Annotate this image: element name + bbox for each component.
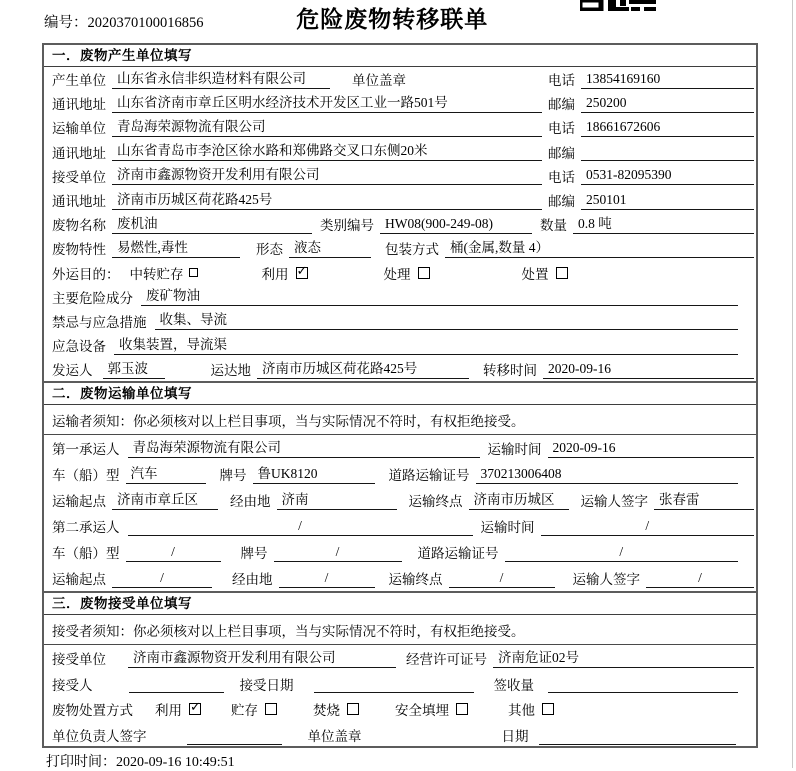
checkbox-label: 处置 [521,266,549,282]
field-label: 电话 [548,169,575,185]
field-value: 郭玉波 [103,360,165,379]
field-value: 济南市鑫源物资开发利用有限公司 [128,649,396,668]
field-label: 邮编 [548,194,575,210]
field-label: 产生单位 [52,73,106,89]
field-value: 鲁UK8120 [253,465,375,484]
section-transporter-rows [44,405,756,591]
field-label: 禁忌与应急措施 [52,314,147,330]
field-value [187,726,282,745]
checkbox-unchecked-icon [542,703,554,715]
field-label: 运输单位 [52,121,106,137]
qr-code-fragment-icon [580,0,656,11]
print-time-value: 2020-09-16 10:49:51 [116,755,235,770]
notice-row [44,405,756,435]
form-row [44,164,756,188]
field-value: 济南市历城区 [469,491,569,510]
field-value: 山东省济南市章丘区明水经济技术开发区工业一路501号 [112,94,542,113]
field-value: / [128,517,473,536]
print-time-label: 打印时间： [46,755,116,770]
field-value: 250200 [581,94,754,113]
form-row [44,697,756,723]
form-row [44,333,756,357]
field-label: 经由地 [230,494,271,510]
form-row [44,236,756,260]
form-row [44,285,756,309]
field-label: 废物处置方式 [52,703,133,719]
field-label: 经由地 [232,572,273,588]
field-label: 第二承运人 [52,520,120,536]
serial-value: 2020370100016856 [87,15,204,31]
field-value [129,674,224,693]
checkbox-unchecked-icon [556,267,568,279]
spacer [406,79,548,80]
field-label: 通讯地址 [52,97,106,113]
field-label: 运输起点 [52,494,106,510]
field-value: 济南危证02号 [493,649,754,668]
field-value: 2020-09-16 [548,439,755,458]
checkbox-checked-icon [189,703,201,715]
field-value: / [505,543,739,562]
field-value: 济南市鑫源物资开发利用有限公司 [112,166,542,185]
field-label: 主要危险成分 [52,290,133,306]
form-row [44,671,756,697]
field-label: 电话 [548,73,575,89]
field-label: 道路运输证号 [417,546,499,562]
form-row [44,115,756,139]
spacer [362,735,502,736]
field-label: 签收量 [493,677,534,693]
field-value: 收集装置，导流渠 [114,336,738,355]
field-value [539,726,737,745]
field-value: 收集、导流 [155,311,739,330]
field-label: 日期 [501,729,529,745]
field-value: 废矿物油 [141,287,738,306]
form-row [44,261,756,285]
form-row [44,539,756,565]
checkbox-option [395,699,468,719]
field-label: 单位负责人签字 [52,729,147,745]
checkbox-option [522,263,568,283]
page-title: 危险废物转移联单 [296,6,489,32]
checkbox-option [508,699,554,719]
section-header-transporter: 二．废物运输单位填写 [44,383,756,405]
checkbox-unchecked-icon [456,703,468,715]
field-value: 桶(金属,数量 4） [445,239,754,258]
section-header-producer: 一．废物产生单位填写 [44,45,756,67]
field-label: 单位盖章 [307,729,362,745]
field-label: 运输者须知：你必须核对以上栏目事项，当与实际情况不符时，有权拒绝接受。 [52,413,525,429]
field-value: 18661672606 [581,118,754,137]
field-label: 道路运输证号 [388,468,470,484]
checkbox-option [313,699,359,719]
form-row [44,487,756,513]
field-label: 邮编 [548,97,575,113]
field-label: 经营许可证号 [406,652,487,668]
field-value: 青岛海荣源物流有限公司 [112,118,542,137]
field-label: 应急设备 [52,339,106,355]
field-label: 电话 [548,121,575,137]
checkbox-option [384,263,430,283]
field-value: 青岛海荣源物流有限公司 [128,439,480,458]
field-value: / [541,517,755,536]
print-time-line [46,751,235,771]
checkbox-unchecked-icon [418,267,430,279]
field-label: 发运人 [52,363,93,379]
field-value: / [112,569,212,588]
checkbox-unchecked-icon [347,703,359,715]
field-value: / [126,543,221,562]
field-label: 转移时间 [483,363,537,379]
field-value: 13854169160 [581,70,754,89]
field-value: 济南 [277,491,397,510]
form-row [44,565,756,591]
checkbox-option [262,263,308,283]
field-value [314,674,474,693]
field-label: 牌号 [240,546,268,562]
serial-number-line [44,11,204,32]
checkbox-label: 安全填埋 [395,703,449,719]
field-value: 山东省青岛市李沧区徐水路和郑佛路交叉口东侧20米 [112,142,542,161]
checkbox-label: 贮存 [231,703,258,719]
checkbox-option [231,699,277,719]
form-row [44,67,756,91]
section-receiver-rows [44,615,756,747]
field-label: 类别编号 [320,218,374,234]
field-value: 2020-09-16 [543,360,754,379]
field-label: 第一承运人 [52,442,120,458]
field-value: 0.8 吨 [573,215,754,234]
notice-row [44,615,756,645]
field-label: 废物特性 [52,242,106,258]
field-label: 接受人 [52,677,93,693]
checkbox-option [155,699,201,719]
field-label: 数量 [540,218,567,234]
form-row [44,461,756,487]
field-value: 济南市历城区荷花路425号 [257,360,469,379]
checkbox-checked-icon [296,267,308,279]
field-label: 废物名称 [52,218,106,234]
field-value: 易燃性,毒性 [112,239,240,258]
checkbox-label: 中转贮存 [129,266,184,282]
form-row [44,513,756,539]
field-value [581,142,754,161]
field-label: 接受单位 [52,169,106,185]
field-label: 接受日期 [239,677,294,693]
field-label: 邮编 [548,145,575,161]
field-value: 济南市章丘区 [112,491,218,510]
field-value: 250101 [581,191,754,210]
field-value: / [279,569,375,588]
section-receiver [44,591,756,747]
section-producer [44,45,756,381]
checkbox-label: 其他 [508,703,535,719]
field-value: / [274,543,402,562]
section-header-receiver: 三．废物接受单位填写 [44,593,756,615]
field-label: 接受单位 [52,652,106,668]
field-label: 运输人签字 [572,572,640,588]
field-value [548,674,738,693]
field-label: 通讯地址 [52,145,106,161]
checkbox-option [130,263,198,283]
form-row [44,309,756,333]
checkbox-label: 处理 [383,266,411,282]
field-value: / [449,569,555,588]
form-row [44,91,756,115]
field-value: 0531-82095390 [581,166,754,185]
field-label: 运输终点 [408,494,463,510]
checkbox-label: 利用 [155,703,182,719]
field-label: 车（船）型 [52,546,120,562]
field-label: 单位盖章 [352,73,406,89]
page-edge-divider [792,0,793,768]
field-value: 液态 [289,239,371,258]
field-value: 张春雷 [654,491,754,510]
field-label: 运输时间 [487,442,542,458]
field-value: HW08(900-249-08) [380,215,532,234]
section-transporter [44,381,756,591]
field-label: 运输起点 [52,572,106,588]
field-label: 接受者须知：你必须核对以上栏目事项，当与实际情况不符时，有权拒绝接受。 [52,623,525,639]
field-value: / [646,569,754,588]
field-label: 外运目的： [52,266,120,282]
field-label: 通讯地址 [52,194,106,210]
field-label: 包装方式 [385,242,439,258]
field-value: 山东省永信非织造材料有限公司 [112,70,330,89]
form-row [44,140,756,164]
checkbox-label: 利用 [261,266,289,282]
form-row [44,357,756,381]
checkbox-unchecked-icon [265,703,277,715]
field-label: 牌号 [219,468,247,484]
field-label: 运输终点 [388,572,443,588]
field-value: 济南市历城区荷花路425号 [112,191,542,210]
field-label: 车（船）型 [52,468,120,484]
field-label: 形态 [256,242,283,258]
field-value: 370213006408 [476,465,739,484]
form-row [44,722,756,748]
field-label: 运达地 [210,363,251,379]
transfer-form-table [42,43,758,748]
checkbox-label: 焚烧 [313,703,340,719]
section-producer-rows [44,67,756,381]
field-value: 废机油 [112,215,312,234]
form-row [44,212,756,236]
checkbox-unchecked-icon [189,268,198,277]
form-row [44,645,756,671]
field-label: 运输时间 [480,520,535,536]
field-label: 运输人签字 [580,494,648,510]
form-row [44,435,756,461]
serial-label: 编号： [44,15,88,31]
form-row [44,188,756,212]
field-value: 汽车 [126,465,206,484]
